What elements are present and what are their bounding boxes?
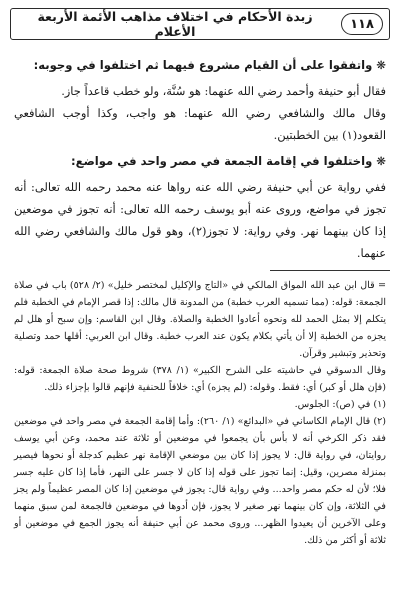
main-text	[10, 54, 390, 549]
section-heading-jumuah: ❋واختلفوا في إقامة الجمعة في مصر واحد في مواضع:	[71, 154, 386, 168]
paragraph-hanafi-hanbali: فقال أبو حنيفة وأحمد رضي الله عنهما: هو سُنَّة، ولو خطب قاعداً جاز.	[61, 84, 386, 98]
running-title: زبدة الأحكام في اختلاف مذاهب الأئمة الأربعة الأعلام	[37, 9, 313, 39]
bullet-star-icon: ❋	[376, 154, 386, 168]
footnote-dasuqi: وقال الدسوقي في حاشيته على الشرح الكبير» (١/ ٣٧٨) شروط صحة صلاة الجمعة: قوله: (فإن هلل أو كبر) أي: فقط. وقوله: (لم يجزه) أي: خلافاً للحنفية فإنهم قالوا بإجزاء ذلك.	[14, 365, 386, 393]
footnote-1: (١) في (ص): الجلوس.	[294, 399, 386, 410]
paragraph-maliki-shafii: وقال مالك والشافعي رضي الله عنهما: هو واجب، وكذا أوجب الشافعي القعود(١) بين الخطبتين.	[14, 106, 386, 142]
bullet-star-icon: ❋	[376, 58, 386, 72]
page-number: ١١٨	[341, 13, 383, 35]
footnote-separator	[270, 270, 390, 271]
footnote-2: (٢) قال الإمام الكاساني في «البدائع» (١/ ٢٦٠): وأما إقامة الجمعة في مصر واحد في موضعين فقد ذكر الكرخي أنه لا بأس بأن يجمعوا في موضعين أو ثلاثة عند محمد، وعن أبي يوسف روايتان، في رواية قال: لا يجوز إذا كان بين موضعي الإقامة نهر عظيم كدجلة أو نحوها فيصير بمنزلة مصرين، وقيل: إنما تجوز على قوله إذا كان لا جسر على النهر، فأما إذا كان عليه جسر فلا؛ لأن له حكم مصر واحد... وفي رواية قال: يجوز في موضعين إذا كان المصر عظيماً ولم يجز في الثلاثة، وإن كان بينهما نهر صغير لا يجوز، فإن أدوها في موضعين فالجمعة لمن سبق منهما وعلى الآخرين أن يعيدوا الظهر... وروى محمد عن أبي حنيفة أنه يجوز الجمع في موضعين أو ثلاثة أو أكثر من ذلك.	[14, 416, 386, 546]
paragraph-jumuah-positions: ففي رواية عن أبي حنيفة رضي الله عنه رواها عنه محمد رحمه الله تعالى: أنه تجوز في مواضع، وروى عنه أبو يوسف رحمه الله تعالى: أنه تجوز في موضعين إذا كان بينهما نهر. وفي رواية: لا تجوز(٢)، وهو قول مالك والشافعي رضي الله عنهما.	[14, 180, 386, 260]
footnotes	[10, 277, 390, 549]
page-header	[10, 8, 390, 40]
footnote-continuation: = قال ابن عبد الله المواق المالكي في «التاج والإكليل لمختصر خليل» (٢/ ٥٢٨) باب في صلاة الجمعة: قوله: (مما تسميه العرب خطبة) من المدونة قال مالك: إذا قصر الإمام في الخطبة فلم يتكلم إلا بمثل الحمد لله ونحوه أعادوا الخطبة والصلاة. وقال ابن القاسم: وإن سبح أو هلل لم يجزه من الخطبة إلا أن يأتي بكلام يكون عند العرب خطبة. وقال ابن العربي: أقلها حمد وتصلية وتحذير وتبشير وقرآن.	[14, 280, 386, 359]
section-heading-standing: ❋واتفقوا على أن القيام مشروع فيهما ثم اختلفوا في وجوبه:	[33, 58, 386, 72]
